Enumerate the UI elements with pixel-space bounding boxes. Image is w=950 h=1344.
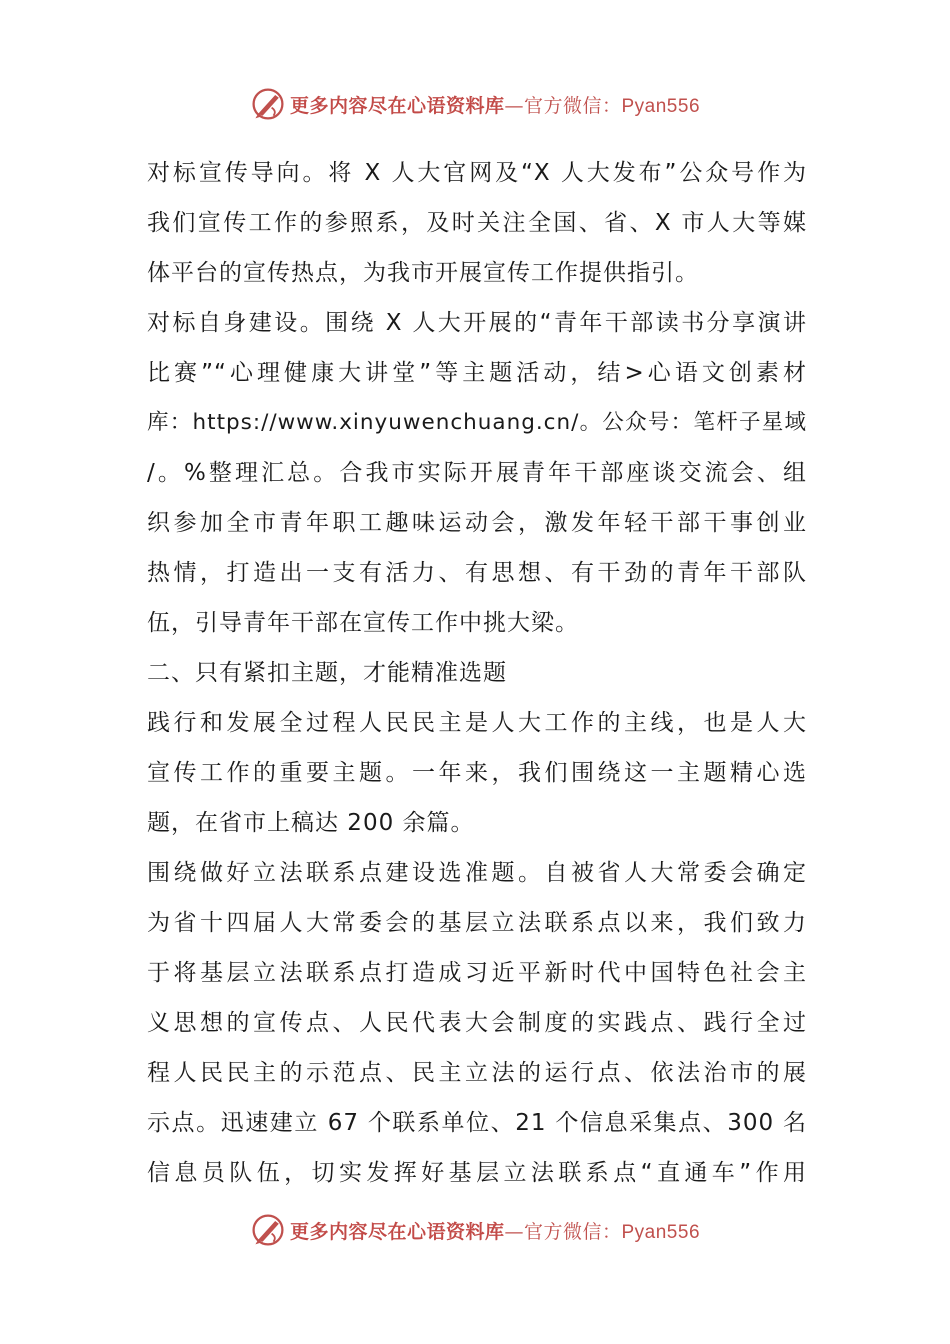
- text-line: /。%整理汇总。合我市实际开展青年干部座谈交流会、组: [147, 460, 807, 486]
- text-line: 体平台的宣传热点，为我市开展宣传工作提供指引。: [147, 260, 699, 286]
- header-banner: [0, 84, 950, 124]
- pen-logo-icon: [250, 86, 286, 122]
- document-body: [147, 148, 807, 1198]
- text-line: 比赛”“心理健康大讲堂”等主题活动，结>心语文创素材: [147, 360, 807, 386]
- text-line: 对标宣传导向。将 X 人大官网及“X 人大发布”公众号作为: [147, 160, 807, 186]
- text-line: 义思想的宣传点、人民代表大会制度的实践点、践行全过: [147, 1010, 807, 1036]
- text-line: 践行和发展全过程人民民主是人大工作的主线，也是人大: [147, 710, 807, 736]
- footer-brand-text: 更多内容尽在心语资料库: [289, 1220, 505, 1243]
- text-line: 程人民民主的示范点、民主立法的运行点、依法治市的展: [147, 1060, 807, 1086]
- text-line: 示点。迅速建立 67 个联系单位、21 个信息采集点、300 名: [147, 1110, 807, 1136]
- text-line: 织参加全市青年职工趣味运动会，激发年轻干部干事创业: [147, 510, 807, 536]
- footer-wechat-id: Pyan556: [621, 1221, 701, 1243]
- footer-banner: [0, 1210, 950, 1250]
- text-line: 伍，引导青年干部在宣传工作中挑大梁。: [147, 610, 579, 636]
- text-line: 我们宣传工作的参照系，及时关注全国、省、X 市人大等媒: [147, 210, 807, 236]
- text-line: 库：https://www.xinyuwenchuang.cn/。公众号：笔杆子星域: [147, 410, 807, 435]
- text-line: 信息员队伍，切实发挥好基层立法联系点“直通车”作用: [147, 1160, 807, 1186]
- header-wechat-id: Pyan556: [621, 95, 701, 117]
- header-brand-text: 更多内容尽在心语资料库: [289, 94, 505, 117]
- footer-label: 官方微信：: [523, 1220, 622, 1243]
- text-line: 题，在省市上稿达 200 余篇。: [147, 810, 475, 836]
- header-dash: —: [504, 94, 524, 117]
- pen-logo-icon: [250, 1212, 286, 1248]
- text-line: 热情，打造出一支有活力、有思想、有干劲的青年干部队: [147, 560, 807, 586]
- text-line: 对标自身建设。围绕 X 人大开展的“青年干部读书分享演讲: [147, 310, 807, 336]
- text-line: 为省十四届人大常委会的基层立法联系点以来，我们致力: [147, 910, 807, 936]
- text-line: 于将基层立法联系点打造成习近平新时代中国特色社会主: [147, 960, 807, 986]
- header-label: 官方微信：: [523, 94, 622, 117]
- text-line: 二、只有紧扣主题，才能精准选题: [147, 660, 507, 686]
- text-line: 宣传工作的重要主题。一年来，我们围绕这一主题精心选: [147, 760, 807, 786]
- text-line: 围绕做好立法联系点建设选准题。自被省人大常委会确定: [147, 860, 807, 886]
- footer-dash: —: [504, 1220, 524, 1243]
